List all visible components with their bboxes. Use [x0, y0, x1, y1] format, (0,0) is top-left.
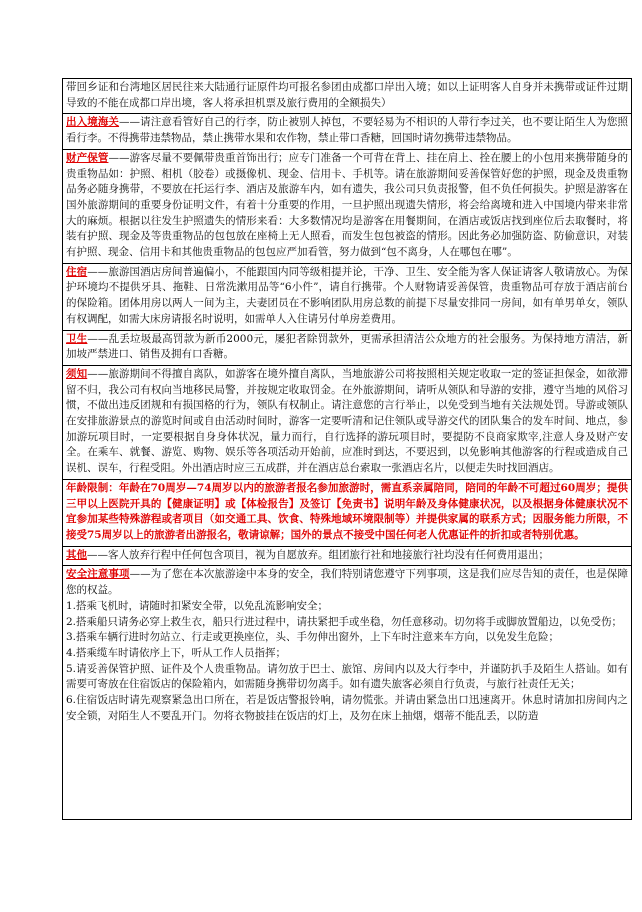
age-limit-label: 年龄限制：: [66, 481, 119, 494]
other-text: ——客人放弃行程中任何包含项目，视为自愿放弃。组团旅行社和地接旅行社均没有任何费用退出；: [87, 548, 549, 561]
safety-intro: ——为了您在本次旅游途中本身的安全，我们特别请您遵守下列事项，这是我们应尽告知的责任，也是保障您的权益。: [66, 568, 629, 597]
safety-item: 5.请妥善保管护照、证件及个人贵重物品。请勿放于巴士、旅馆、房间内以及大行李中，并谨防扒手及陌生人搭讪。如有需要可寄放在住宿饭店的保险箱内，如需随身携带切勿离手。如有遗失旅客必须自行负责，与旅行社责任无关；: [66, 662, 628, 691]
safety-item: 1.搭乘飞机时，请随时扣紧安全带，以免乱流影响安全；: [66, 599, 329, 612]
customs-label: 出入境海关: [66, 116, 120, 129]
notice-table: [62, 78, 632, 820]
age-limit-text: 年龄在70周岁—74周岁以内的旅游者报名参加旅游时，需直系亲属陪同，陪同的年龄不可超过60周岁；提供三甲以上医院开具的【健康证明】或【体检报告】及签订【免责书】说明年龄及身体健康状况，以及根据身体健康状况不宜参加某些特殊游程或者项目（如交通工具、饮食、特殊地域环境限制等）并提供家属的联系方式；因服务能力所限，不接受75周岁以上的旅游者出游报名，敬请谅解；国外的景点不接受中国任何老人优惠证件的折扣或者特别优惠。: [66, 481, 628, 541]
section-other: [63, 547, 631, 567]
property-text: ——游客尽量不要佩带贵重首饰出行；应专门准备一个可背在背上、挂在肩上、拴在腰上的小包用来携带随身的贵重物品如：护照、相机（胶卷）或摄像机、现金、信用卡、手机等。请在旅游期间妥善保管好您的护照，现金及贵重物品务必随身携带，不要放在托运行李、酒店及旅游车内，如有遗失，我公司只负责报警，但不负任何损失。护照是游客在国外旅游期间的重要身份证明文件，有着十分重要的作用，一旦护照出现遗失情形，将会给离境和进入中国境内带来非常大的麻烦。根据以往发生护照遗失的情形来看：大多数情况均是游客在用餐期间，在酒店或饭店找到座位后去取餐时，将装有护照、现金及等贵重物品的包包放在座椅上无人照看，而发生包包被盗的情形。因此务必加强防盗、防偷意识，对装有护照、现金、信用卡和其他贵重物品的包包应严加看管，努力做到“包不离身，人在哪包在哪”。: [66, 151, 629, 259]
section-accommodation: [63, 264, 631, 331]
hygiene-label: 卫生: [66, 332, 88, 345]
section-hygiene: [63, 331, 631, 366]
safety-item: 2.搭乘船只请务必穿上救生衣，船只行进过程中，请扶紧把手或坐稳，勿任意移动。切勿将手或脚放置船边，以免受伤；: [66, 615, 623, 628]
notes-text: ——旅游期间不得擅自离队，如游客在境外擅自离队，当地旅游公司将按照相关规定收取一定的签证担保金，如欲滞留不归，我公司有权向当地移民局警，并按规定收取罚金。在外旅游期间，请听从领队和导游的安排，遵守当地的风俗习惯，不做出违反团规和有损国格的行为，领队有权制止。请注意您的言行举止，以免受到当地有关法规处罚。导游或领队在安排旅游景点的游览时间或自由活动时间时，游客一定要听清和记住领队或导游交代的团队集合的发车时间、地点，参加游玩项目时，一定要根据自身身体状况，量力而行，自行选择的游玩项目时，要提防不良商家欺宰,注意人身及财产安全。在乘车、就餐、游览、购物、娱乐等各项活动开始前，应准时到达，不要迟到，以免影响其他游客的行程或造成自己误机、误车，行程受阻。外出酒店时应三五成群，并在酒店总台索取一张酒店名片，以便走失时找回酒店。: [66, 367, 629, 475]
section-safety: [63, 566, 631, 726]
accommodation-label: 住宿: [66, 265, 88, 278]
hygiene-text: ——乱丢垃圾最高罚款为新币2000元，屡犯者除罚款外，更需承担清洁公众地方的社会服务。为保持地方清洁，新加坡严禁进口、销售及拥有口香糖。: [66, 332, 628, 361]
safety-label: 安全注意事项: [66, 568, 130, 581]
section-age-limit: [63, 480, 631, 547]
customs-text: ——请注意看管好自己的行李，防止被别人掉包，不要轻易为不相识的人带行李过关，也不要让陌生人为您照看行李。不得携带违禁物品，禁止携带水果和农作物，禁止带口香糖，回国时请勿携带违禁物品。: [66, 116, 629, 145]
safety-item: 4.搭乘缆车时请依序上下，听从工作人员指挥；: [66, 646, 287, 659]
safety-item: 6.住宿饭店时请先观察紧急出口所在，若是饭店警报铃响，请勿慌张。并请由紧急出口迅速离开。休息时请加扣房间内之安全锁，对陌生人不要乱开门。勿将衣物披挂在饭店的灯上，及勿在床上抽烟，烟蒂不能乱丢，以防造: [66, 694, 628, 722]
notes-label: 须知: [66, 367, 88, 380]
safety-item: 3.搭乘车辆行进时勿站立、行走或更换座位，头、手勿伸出窗外，上下车时注意来车方向，以免发生危险；: [66, 631, 560, 644]
property-label: 财产保管: [66, 151, 109, 164]
section-notes: [63, 366, 631, 480]
notice-continued: [63, 79, 631, 114]
section-property: [63, 150, 631, 264]
section-customs: [63, 114, 631, 149]
accommodation-text: ——旅游国酒店房间普遍偏小，不能跟国内同等级相提并论，干净、卫生、安全能为客人保证请客人敬请放心。为保护环境均不提供牙具、拖鞋、日常洗漱用品等“6小件”，请自行携带。个人财物请妥善保管，贵重物品可存放于酒店前台的保险箱。团体用房以两人一间为主，夫妻团员在不影响团队用房总数的前提下尽量安排同一房间，如有单男单女，领队有权调配，如需大床房请报名时说明，如需单人入住请另付单房差费用。: [66, 265, 629, 325]
other-label: 其他: [66, 548, 87, 561]
notice-continued-text: 带回乡证和台湾地区居民往来大陆通行证原件均可报名参团由成都口岸出入境；如以上证明客人自身并未携带或证件过期导致的不能在成都口岸出境，客人将承担机票及旅行费用的全额损失）: [66, 81, 628, 109]
